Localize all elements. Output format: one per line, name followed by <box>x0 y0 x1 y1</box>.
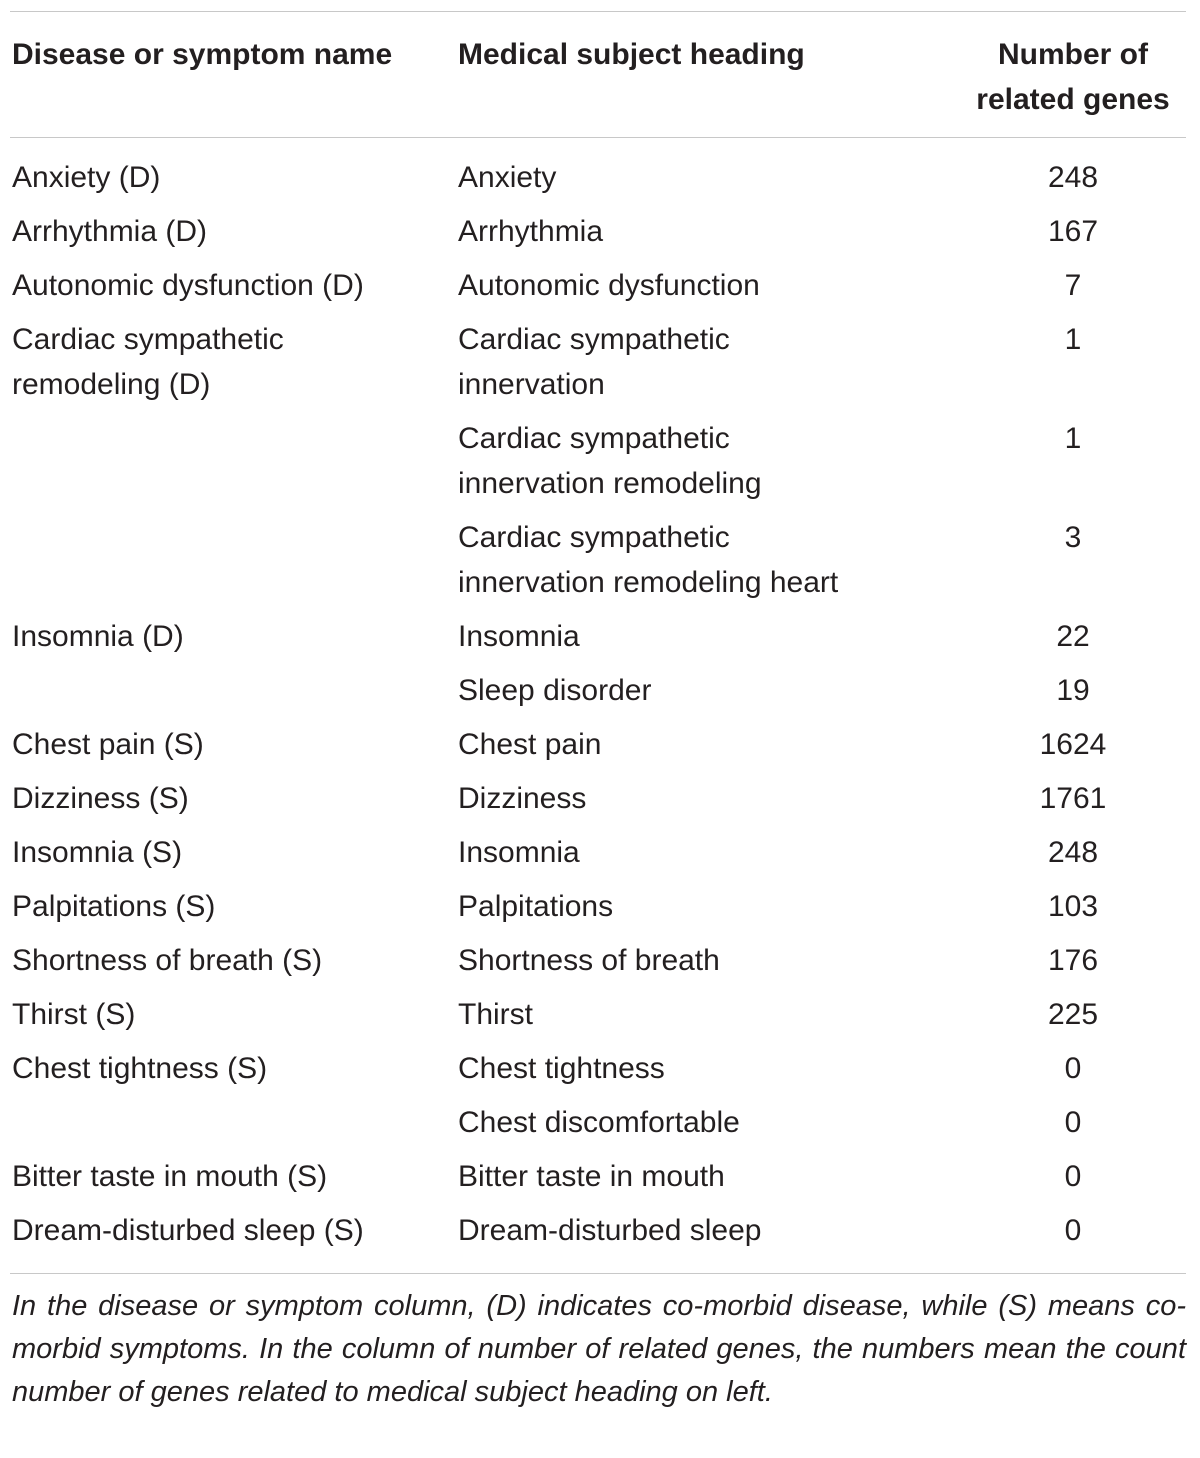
mesh-cell: Sleep disorder <box>458 674 652 707</box>
table-header-rule <box>10 137 1186 138</box>
mesh-cell: Insomnia <box>458 836 580 869</box>
mesh-cell: Cardiac sympathetic innervation remodeling heart <box>458 521 839 599</box>
genes-cell: 103 <box>1047 890 1099 923</box>
table-row <box>0 1154 1200 1208</box>
table-row <box>0 209 1200 263</box>
disease-cell: Bitter taste in mouth (S) <box>12 1160 328 1193</box>
disease-cell: Dream-disturbed sleep (S) <box>12 1214 364 1247</box>
table-row <box>0 1208 1200 1262</box>
table-row <box>0 992 1200 1046</box>
disease-cell: Arrhythmia (D) <box>12 215 208 248</box>
genes-cell: 1624 <box>1039 728 1107 761</box>
table-top-rule <box>10 11 1186 12</box>
table-row <box>0 317 1200 416</box>
mesh-cell: Autonomic dysfunction <box>458 269 760 302</box>
table-row <box>0 416 1200 515</box>
genes-cell: 248 <box>1047 161 1099 194</box>
table-bottom-rule <box>10 1273 1186 1274</box>
header-number-of-related-genes: Number of related genes <box>976 38 1170 116</box>
mesh-cell: Cardiac sympathetic innervation remodeling <box>458 422 762 500</box>
mesh-cell: Shortness of breath <box>458 944 720 977</box>
genes-cell: 0 <box>1064 1214 1082 1247</box>
genes-cell: 22 <box>1056 620 1090 653</box>
header-disease-or-symptom-name: Disease or symptom name <box>12 38 393 71</box>
genes-cell: 0 <box>1064 1052 1082 1085</box>
mesh-cell: Chest discomfortable <box>458 1106 740 1139</box>
genes-cell: 1 <box>1064 323 1082 356</box>
table-row <box>0 776 1200 830</box>
genes-cell: 0 <box>1064 1106 1082 1139</box>
genes-cell: 225 <box>1047 998 1099 1031</box>
table-row <box>0 938 1200 992</box>
disease-cell: Chest tightness (S) <box>12 1052 268 1085</box>
table-row <box>0 884 1200 938</box>
genes-cell: 0 <box>1064 1160 1082 1193</box>
mesh-cell: Chest pain <box>458 728 602 761</box>
disease-cell: Insomnia (S) <box>12 836 183 869</box>
genes-cell: 3 <box>1064 521 1082 554</box>
mesh-cell: Cardiac sympathetic innervation <box>458 323 730 401</box>
genes-cell: 176 <box>1047 944 1099 977</box>
header-medical-subject-heading: Medical subject heading <box>458 38 805 71</box>
genes-cell: 248 <box>1047 836 1099 869</box>
table-row <box>0 155 1200 209</box>
mesh-cell: Dizziness <box>458 782 587 815</box>
disease-cell: Anxiety (D) <box>12 161 161 194</box>
mesh-cell: Anxiety <box>458 161 557 194</box>
mesh-cell: Bitter taste in mouth <box>458 1160 725 1193</box>
genes-cell: 1761 <box>1039 782 1107 815</box>
mesh-cell: Dream-disturbed sleep <box>458 1214 762 1247</box>
disease-cell: Chest pain (S) <box>12 728 204 761</box>
table-footnote: In the disease or symptom column, (D) indicates co-morbid disease, while (S) means co-morbid symptoms. In the column of number of related genes, the numbers mean the count number of genes related to medical subject heading on left. <box>12 1290 1186 1408</box>
table-row <box>0 668 1200 722</box>
disease-cell: Cardiac sympathetic remodeling (D) <box>12 323 284 401</box>
table-header <box>0 32 1200 124</box>
disease-cell: Thirst (S) <box>12 998 136 1031</box>
table-row <box>0 830 1200 884</box>
disease-cell: Dizziness (S) <box>12 782 189 815</box>
disease-cell: Palpitations (S) <box>12 890 216 923</box>
disease-cell: Autonomic dysfunction (D) <box>12 269 364 302</box>
table-body <box>0 155 1200 1262</box>
mesh-cell: Arrhythmia <box>458 215 604 248</box>
table-row <box>0 515 1200 614</box>
genes-cell: 1 <box>1064 422 1082 455</box>
mesh-cell: Chest tightness <box>458 1052 665 1085</box>
table-row <box>0 614 1200 668</box>
table-row <box>0 1100 1200 1154</box>
table-row <box>0 263 1200 317</box>
mesh-cell: Thirst <box>458 998 533 1031</box>
table-row <box>0 722 1200 776</box>
genes-cell: 19 <box>1056 674 1090 707</box>
disease-cell: Shortness of breath (S) <box>12 944 323 977</box>
disease-cell: Insomnia (D) <box>12 620 184 653</box>
mesh-cell: Palpitations <box>458 890 614 923</box>
table-row <box>0 1046 1200 1100</box>
genes-cell: 7 <box>1064 269 1082 302</box>
genes-cell: 167 <box>1047 215 1099 248</box>
mesh-cell: Insomnia <box>458 620 580 653</box>
